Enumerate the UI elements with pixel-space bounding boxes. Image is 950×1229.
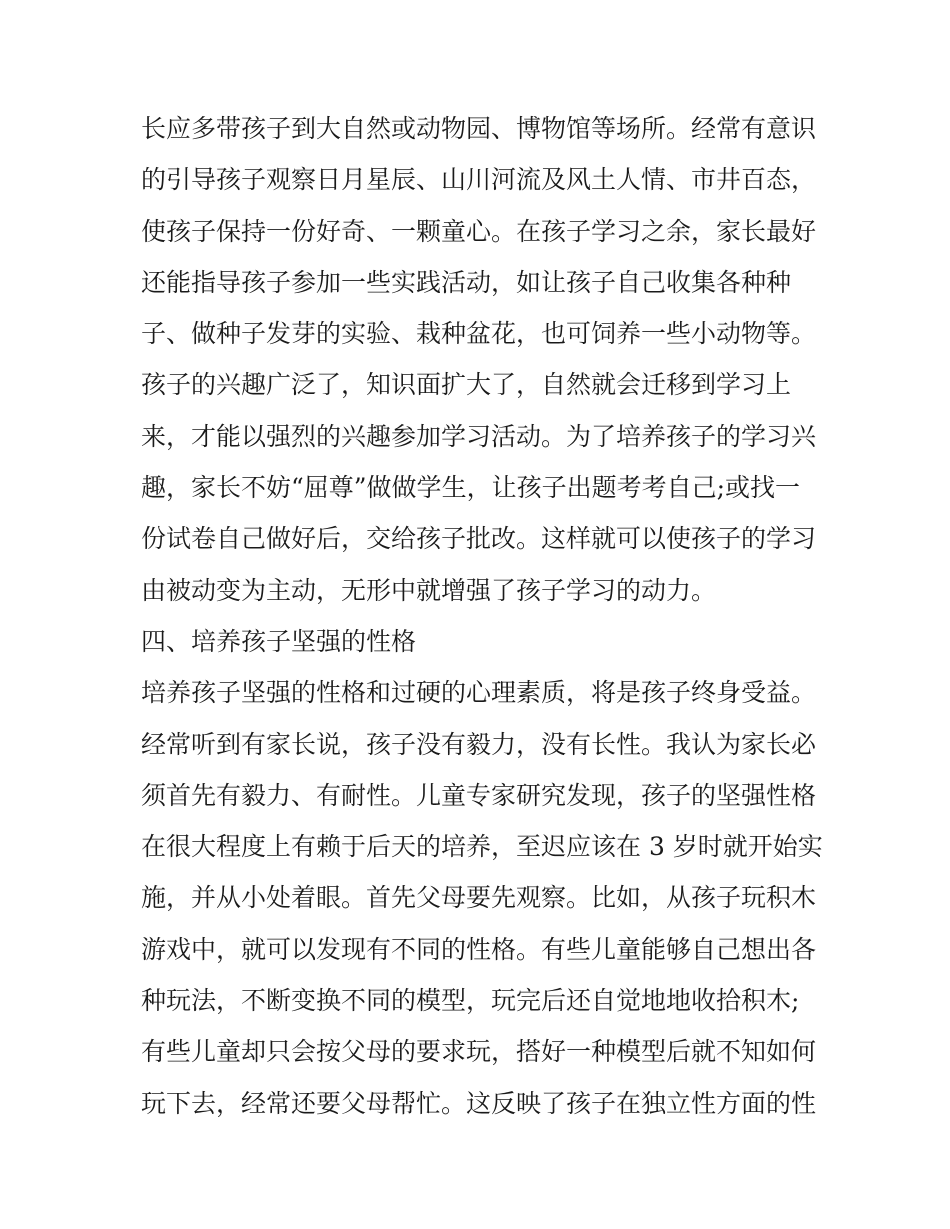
text-line: 培养孩子坚强的性格和过硬的心理素质，将是孩子终身受益。 bbox=[141, 678, 817, 708]
text-line: 由被动变为主动，无形中就增强了孩子学习的动力。 bbox=[141, 575, 717, 605]
text-line: 有些儿童却只会按父母的要求玩，搭好一种模型后就不知如何 bbox=[141, 1037, 817, 1067]
text-line: 在很大程度上有赖于后天的培养，至迟应该在 3 岁时就开始实 bbox=[141, 832, 823, 862]
text-line: 趣，家长不妨“屈尊”做做学生，让孩子出题考考自己;或找一 bbox=[141, 473, 800, 503]
text-line: 还能指导孩子参加一些实践活动，如让孩子自己收集各种种 bbox=[141, 267, 792, 297]
text-line: 份试卷自己做好后，交给孩子批改。这样就可以使孩子的学习 bbox=[141, 524, 817, 554]
text-line: 游戏中，就可以发现有不同的性格。有些儿童能够自己想出各 bbox=[141, 934, 817, 964]
body-text bbox=[141, 103, 821, 1129]
text-line: 玩下去，经常还要父母帮忙。这反映了孩子在独立性方面的性 bbox=[141, 1088, 817, 1118]
text-line: 孩子的兴趣广泛了，知识面扩大了，自然就会迁移到学习上 bbox=[141, 370, 792, 400]
section-heading: 四、培养孩子坚强的性格 bbox=[141, 626, 417, 656]
text-line: 经常听到有家长说，孩子没有毅力，没有长性。我认为家长必 bbox=[141, 729, 817, 759]
text-line: 来，才能以强烈的兴趣参加学习活动。为了培养孩子的学习兴 bbox=[141, 421, 817, 451]
text-line: 的引导孩子观察日月星辰、山川河流及风土人情、市井百态， bbox=[141, 165, 817, 195]
text-line: 子、做种子发芽的实验、栽种盆花，也可饲养一些小动物等。 bbox=[141, 319, 817, 349]
text-line: 种玩法，不断变换不同的模型，玩完后还自觉地地收拾积木; bbox=[141, 986, 800, 1016]
text-line: 使孩子保持一份好奇、一颗童心。在孩子学习之余，家长最好 bbox=[141, 216, 817, 246]
text-line: 施，并从小处着眼。首先父母要先观察。比如，从孩子玩积木 bbox=[141, 883, 817, 913]
text-line: 长应多带孩子到大自然或动物园、博物馆等场所。经常有意识 bbox=[141, 114, 817, 143]
text-line: 须首先有毅力、有耐性。儿童专家研究发现，孩子的坚强性格 bbox=[141, 780, 817, 810]
